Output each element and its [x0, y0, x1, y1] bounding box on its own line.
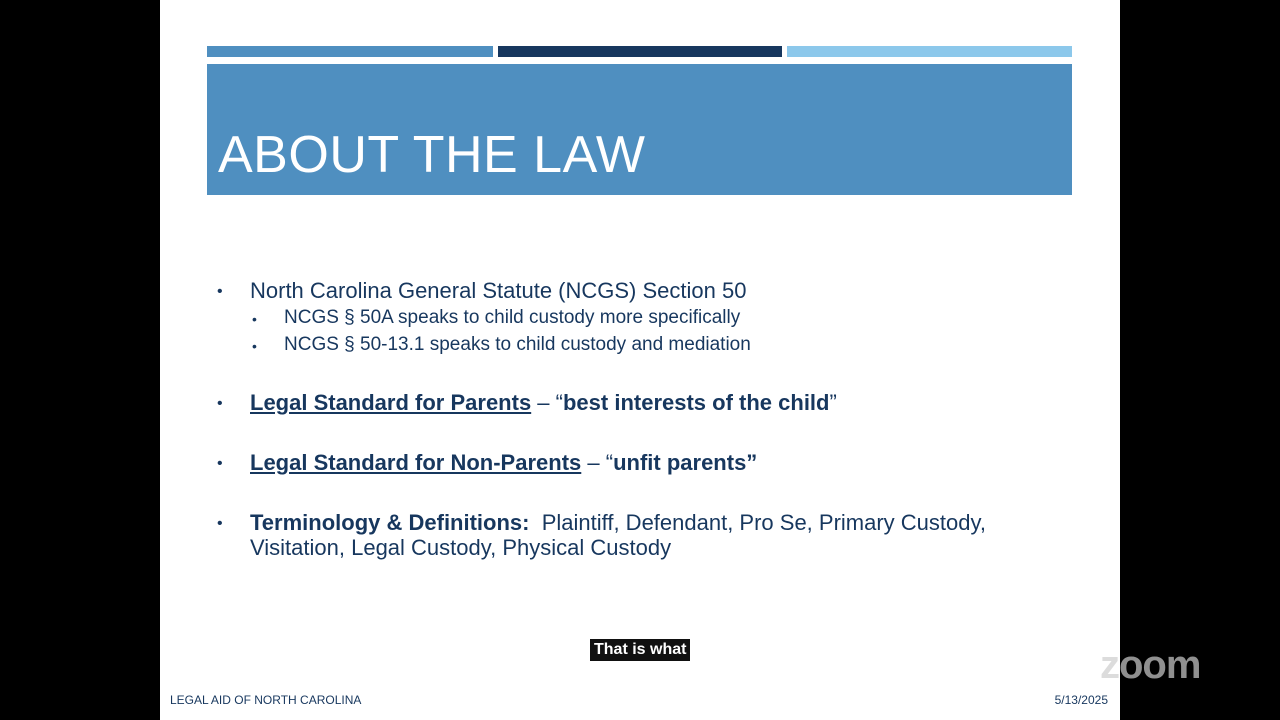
sub-bullet-50a: NCGS § 50A speaks to child custody more specifically [284, 307, 741, 328]
separator-text: – “ [531, 390, 563, 415]
footer-date: 5/13/2025 [1054, 693, 1108, 707]
terminology-terms-1: Plaintiff, Defendant, Pro Se, Primary Custody, [529, 510, 986, 535]
best-interests-text: best interests of the child [562, 390, 830, 415]
terminology-terms-2: Visitation, Legal Custody, Physical Custody [250, 535, 672, 560]
bullet-dot-icon: • [217, 283, 223, 300]
bullet-legal-standard-non-parents [250, 450, 757, 475]
terminology-label: Terminology & Definitions: [250, 510, 530, 535]
legal-standard-non-parents-label: Legal Standard for Non-Parents [250, 450, 582, 475]
sub-bullet-50-13-1: NCGS § 50-13.1 speaks to child custody and mediation [284, 334, 751, 355]
presentation-slide [160, 0, 1120, 720]
live-caption: That is what [590, 639, 690, 661]
bullet-dot-icon: • [217, 455, 223, 472]
slide-content [160, 0, 1120, 720]
separator-text: – “ [581, 450, 614, 475]
bullet-dot-icon: • [217, 395, 223, 412]
bullet-legal-standard-parents [250, 390, 837, 415]
unfit-parents-text: unfit parents” [613, 450, 758, 475]
legal-standard-parents-label: Legal Standard for Parents [250, 390, 532, 415]
bullet-terminology-line-1 [250, 510, 986, 535]
sub-bullet-dot-icon: • [252, 338, 257, 354]
footer-organization: LEGAL AID OF NORTH CAROLINA [170, 693, 362, 707]
bullet-ncgs-section-50: North Carolina General Statute (NCGS) Section 50 [250, 278, 747, 303]
closing-quote: ” [829, 390, 837, 415]
sub-bullet-dot-icon: • [252, 311, 257, 327]
zoom-logo-watermark: zoom [1100, 643, 1201, 687]
bullet-dot-icon: • [217, 515, 223, 532]
slide-title: ABOUT THE LAW [218, 126, 646, 184]
